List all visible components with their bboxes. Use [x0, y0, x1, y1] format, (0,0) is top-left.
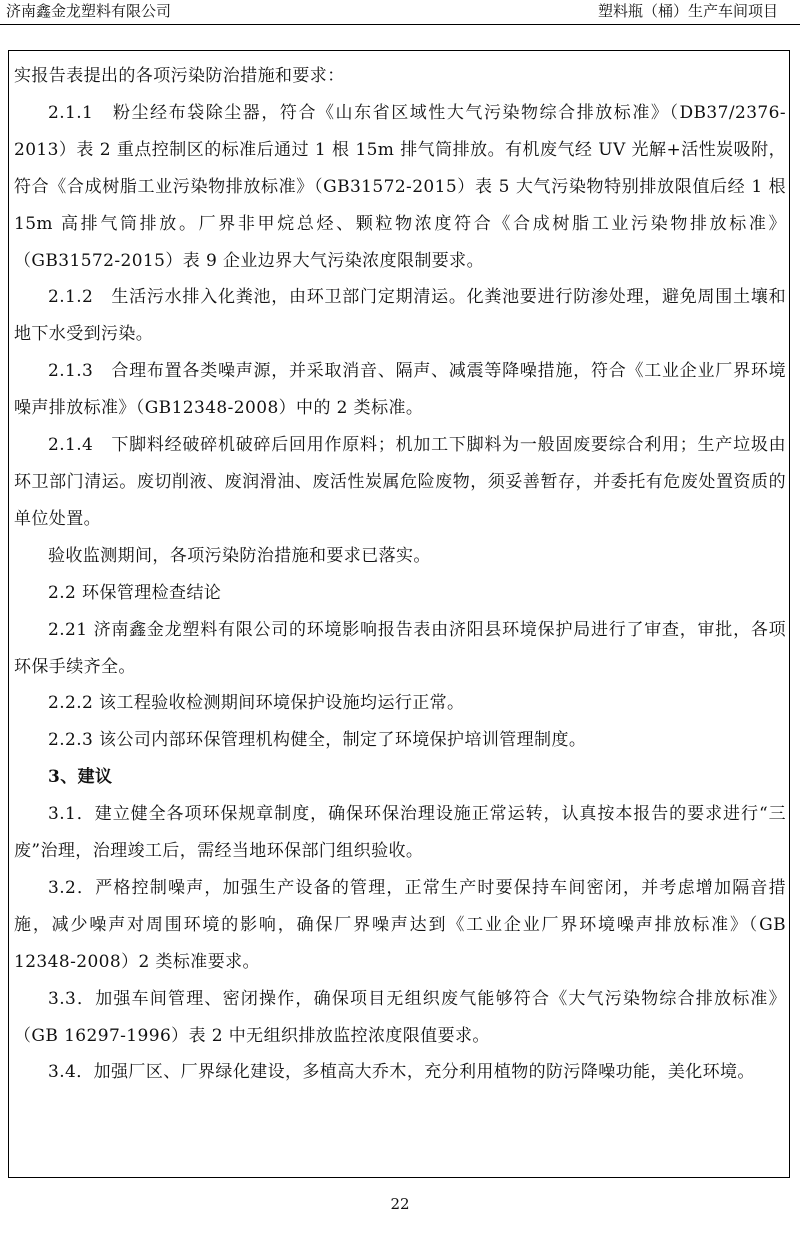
paragraph-2-2-2: 2.2.2 该工程验收检测期间环境保护设施均运行正常。 [48, 693, 465, 714]
paragraph-3-3: 3.3．加强车间管理、密闭操作，确保项目无组织废气能够符合《大气污染物综合排放标准》（GB 16297-1996）表 2 中无组织排放监控浓度限值要求。 [14, 988, 786, 1046]
paragraph-3-4: 3.4．加强厂区、厂界绿化建设，多植高大乔木，充分利用植物的防污降噪功能，美化环境。 [48, 1062, 755, 1083]
paragraph-2-1-3: 2.1.3 合理布置各类噪声源，并采取消音、隔声、减震等降噪措施，符合《工业企业厂界环境噪声排放标准》（GB12348-2008）中的 2 类标准。 [14, 361, 786, 419]
paragraph-2-1-1: 2.1.1 粉尘经布袋除尘器，符合《山东省区域性大气污染物综合排放标准》（DB37/2376-2013）表 2 重点控制区的标准后通过 1 根 15m 排气筒排放。有机废气经 UV 光解+活性炭吸附，符合《合成树脂工业污染物排放标准》（GB31572-2015）表 5 大气污染物特别排放限值后经 1 根 15m 高排气筒排放。厂界非甲烷总烃、颗粒物浓度符合《合成树脂工业污染物排放标准》（GB31572-2015）表 9 企业边界大气污染浓度限制要求。 [14, 102, 786, 271]
paragraph-3-2: 3.2．严格控制噪声，加强生产设备的管理，正常生产时要保持车间密闭，并考虑增加隔音措施，减少噪声对周围环境的影响，确保厂界噪声达到《工业企业厂界环境噪声排放标准》（GB 12348-2008）2 类标准要求。 [14, 877, 786, 972]
paragraph-2-1-2: 2.1.2 生活污水排入化粪池，由环卫部门定期清运。化粪池要进行防渗处理，避免周围土壤和地下水受到污染。 [14, 287, 786, 345]
section-heading-3: 3、建议 [48, 767, 113, 788]
paragraph-2-1-4: 2.1.4 下脚料经破碎机破碎后回用作原料；机加工下脚料为一般固废要综合利用；生产垃圾由环卫部门清运。废切削液、废润滑油、废活性炭属危险废物，须妥善暂存，并委托有危废处置资质的单位处置。 [14, 435, 786, 529]
document-body [14, 58, 786, 1091]
paragraph-summary: 验收监测期间，各项污染防治措施和要求已落实。 [48, 545, 431, 566]
page-header [0, 0, 800, 25]
paragraph-2-2-3: 2.2.3 该公司内部环保管理机构健全，制定了环境保护培训管理制度。 [48, 730, 587, 751]
header-project: 塑料瓶（桶）生产车间项目 [597, 2, 778, 20]
page-number: 22 [390, 1195, 410, 1213]
section-heading-2-2: 2.2 环保管理检查结论 [48, 582, 222, 603]
paragraph-continuation: 实报告表提出的各项污染防治措施和要求： [14, 66, 345, 86]
paragraph-3-1: 3.1．建立健全各项环保规章制度，确保环保治理设施正常运转，认真按本报告的要求进行“三废”治理，治理竣工后，需经当地环保部门组织验收。 [14, 804, 786, 862]
header-company: 济南鑫金龙塑料有限公司 [6, 2, 172, 20]
paragraph-2-2-1: 2.21 济南鑫金龙塑料有限公司的环境影响报告表由济阳县环境保护局进行了审查，审批，各项环保手续齐全。 [14, 619, 786, 677]
